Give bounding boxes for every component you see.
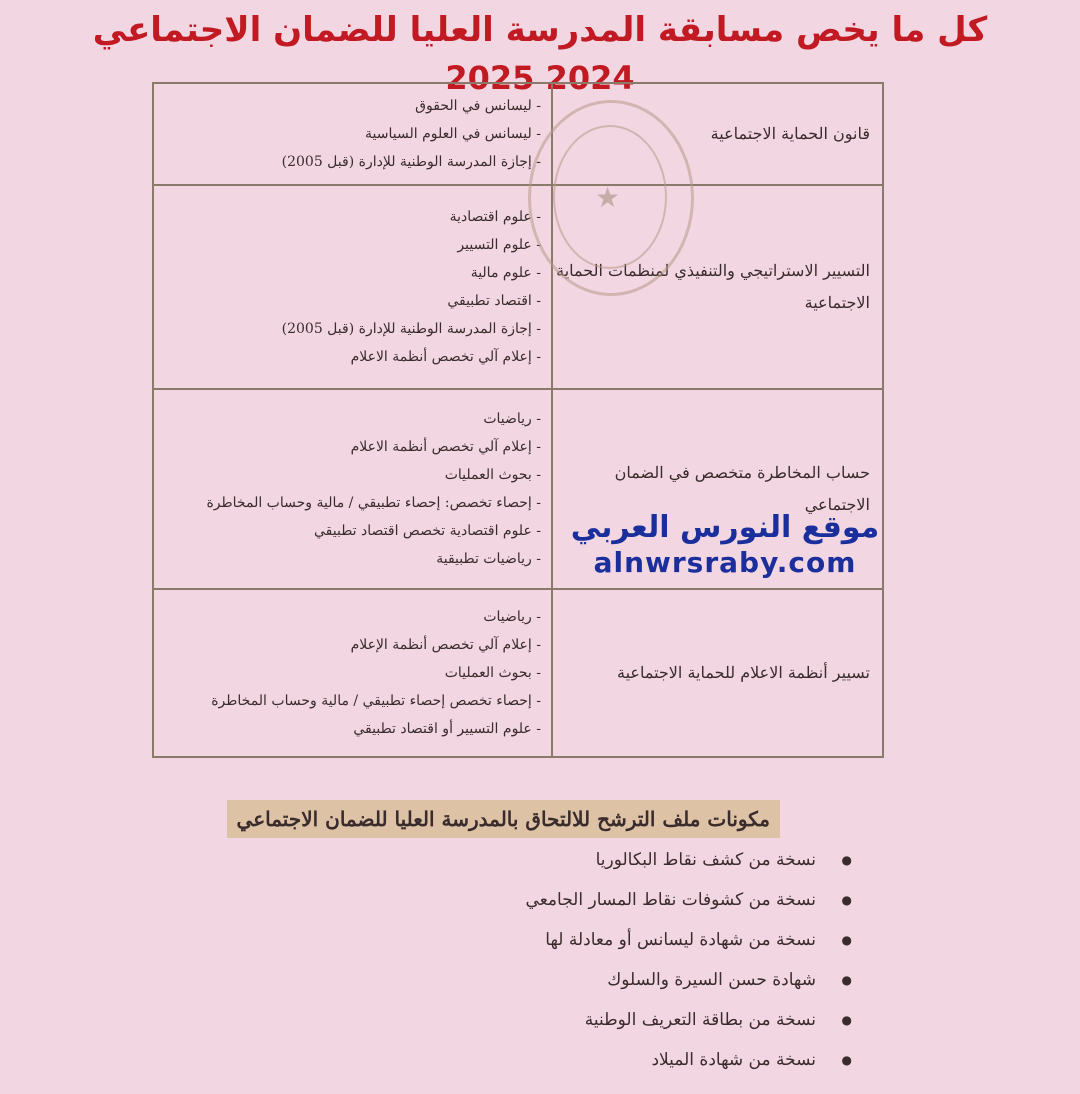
list-item: - إعلام آلي تخصص أنظمة الاعلام [162,343,541,371]
list-item: - علوم اقتصادية [162,203,541,231]
requirements-cell [153,589,552,757]
watermark-url: alnwrsraby.com [593,546,857,579]
list-item: - بحوث العمليات [162,461,541,489]
requirements-list [162,92,541,176]
list-item: - رياضيات تطبيقية [162,545,541,573]
requirements-list [162,405,541,573]
requirements-list [162,203,541,371]
list-item: - إحصاء تخصص إحصاء تطبيقي / مالية وحساب المخاطرة [162,687,541,715]
list-item: - علوم مالية [162,259,541,287]
list-item: ● نسخة من كشوفات نقاط المسار الجامعي [526,880,852,920]
list-item: - رياضيات [162,603,541,631]
table-row [153,83,883,185]
list-item: ● نسخة من شهادة الميلاد [526,1040,852,1080]
specialty-name: حساب المخاطرة متخصص في الضمان الاجتماعي [552,389,883,589]
specialty-name: التسيير الاستراتيجي والتنفيذي لمنظمات الحماية الاجتماعية [552,185,883,389]
watermark [540,510,910,580]
list-item: - علوم التسيير أو اقتصاد تطبيقي [162,715,541,743]
specialty-name: قانون الحماية الاجتماعية [552,83,883,185]
list-item: ● شهادة حسن السيرة والسلوك [526,960,852,1000]
list-item: ● نسخة من كشف نقاط البكالوريا [526,840,852,880]
table-row [153,185,883,389]
list-item: - بحوث العمليات [162,659,541,687]
star-icon: ★ [595,181,621,214]
application-file-list [526,840,852,1080]
list-item: - علوم اقتصادية تخصص اقتصاد تطبيقي [162,517,541,545]
list-item: - اقتصاد تطبيقي [162,287,541,315]
list-item: ● نسخة من شهادة ليسانس أو معادلة لها [526,920,852,960]
list-item: ● نسخة من بطاقة التعريف الوطنية [526,1000,852,1040]
application-file-heading: مكونات ملف الترشح للالتحاق بالمدرسة العليا للضمان الاجتماعي [227,800,780,838]
list-item: - إجازة المدرسة الوطنية للإدارة (قبل 2005) [162,315,541,343]
requirements-cell [153,389,552,589]
list-item: - إعلام آلي تخصص أنظمة الإعلام [162,631,541,659]
page-title: كل ما يخص مسابقة المدرسة العليا للضمان الاجتماعي [92,10,988,50]
requirements-list [162,603,541,743]
list-item: - إجازة المدرسة الوطنية للإدارة (قبل 2005) [162,148,541,176]
table-row [153,589,883,757]
requirements-cell [153,83,552,185]
requirements-cell [153,185,552,389]
list-item: - ليسانس في العلوم السياسية [162,120,541,148]
page-years: 2025 2024 [445,59,635,97]
list-item: - علوم التسيير [162,231,541,259]
watermark-site-name: موقع النورس العربي [570,510,880,545]
specialty-name: تسيير أنظمة الاعلام للحماية الاجتماعية [552,589,883,757]
list-item: - ليسانس في الحقوق [162,92,541,120]
list-item: - إعلام آلي تخصص أنظمة الاعلام [162,433,541,461]
list-item: - رياضيات [162,405,541,433]
official-stamp [528,100,694,296]
specialties-table [152,82,884,758]
list-item: - إحصاء تخصص: إحصاء تطبيقي / مالية وحساب المخاطرة [162,489,541,517]
